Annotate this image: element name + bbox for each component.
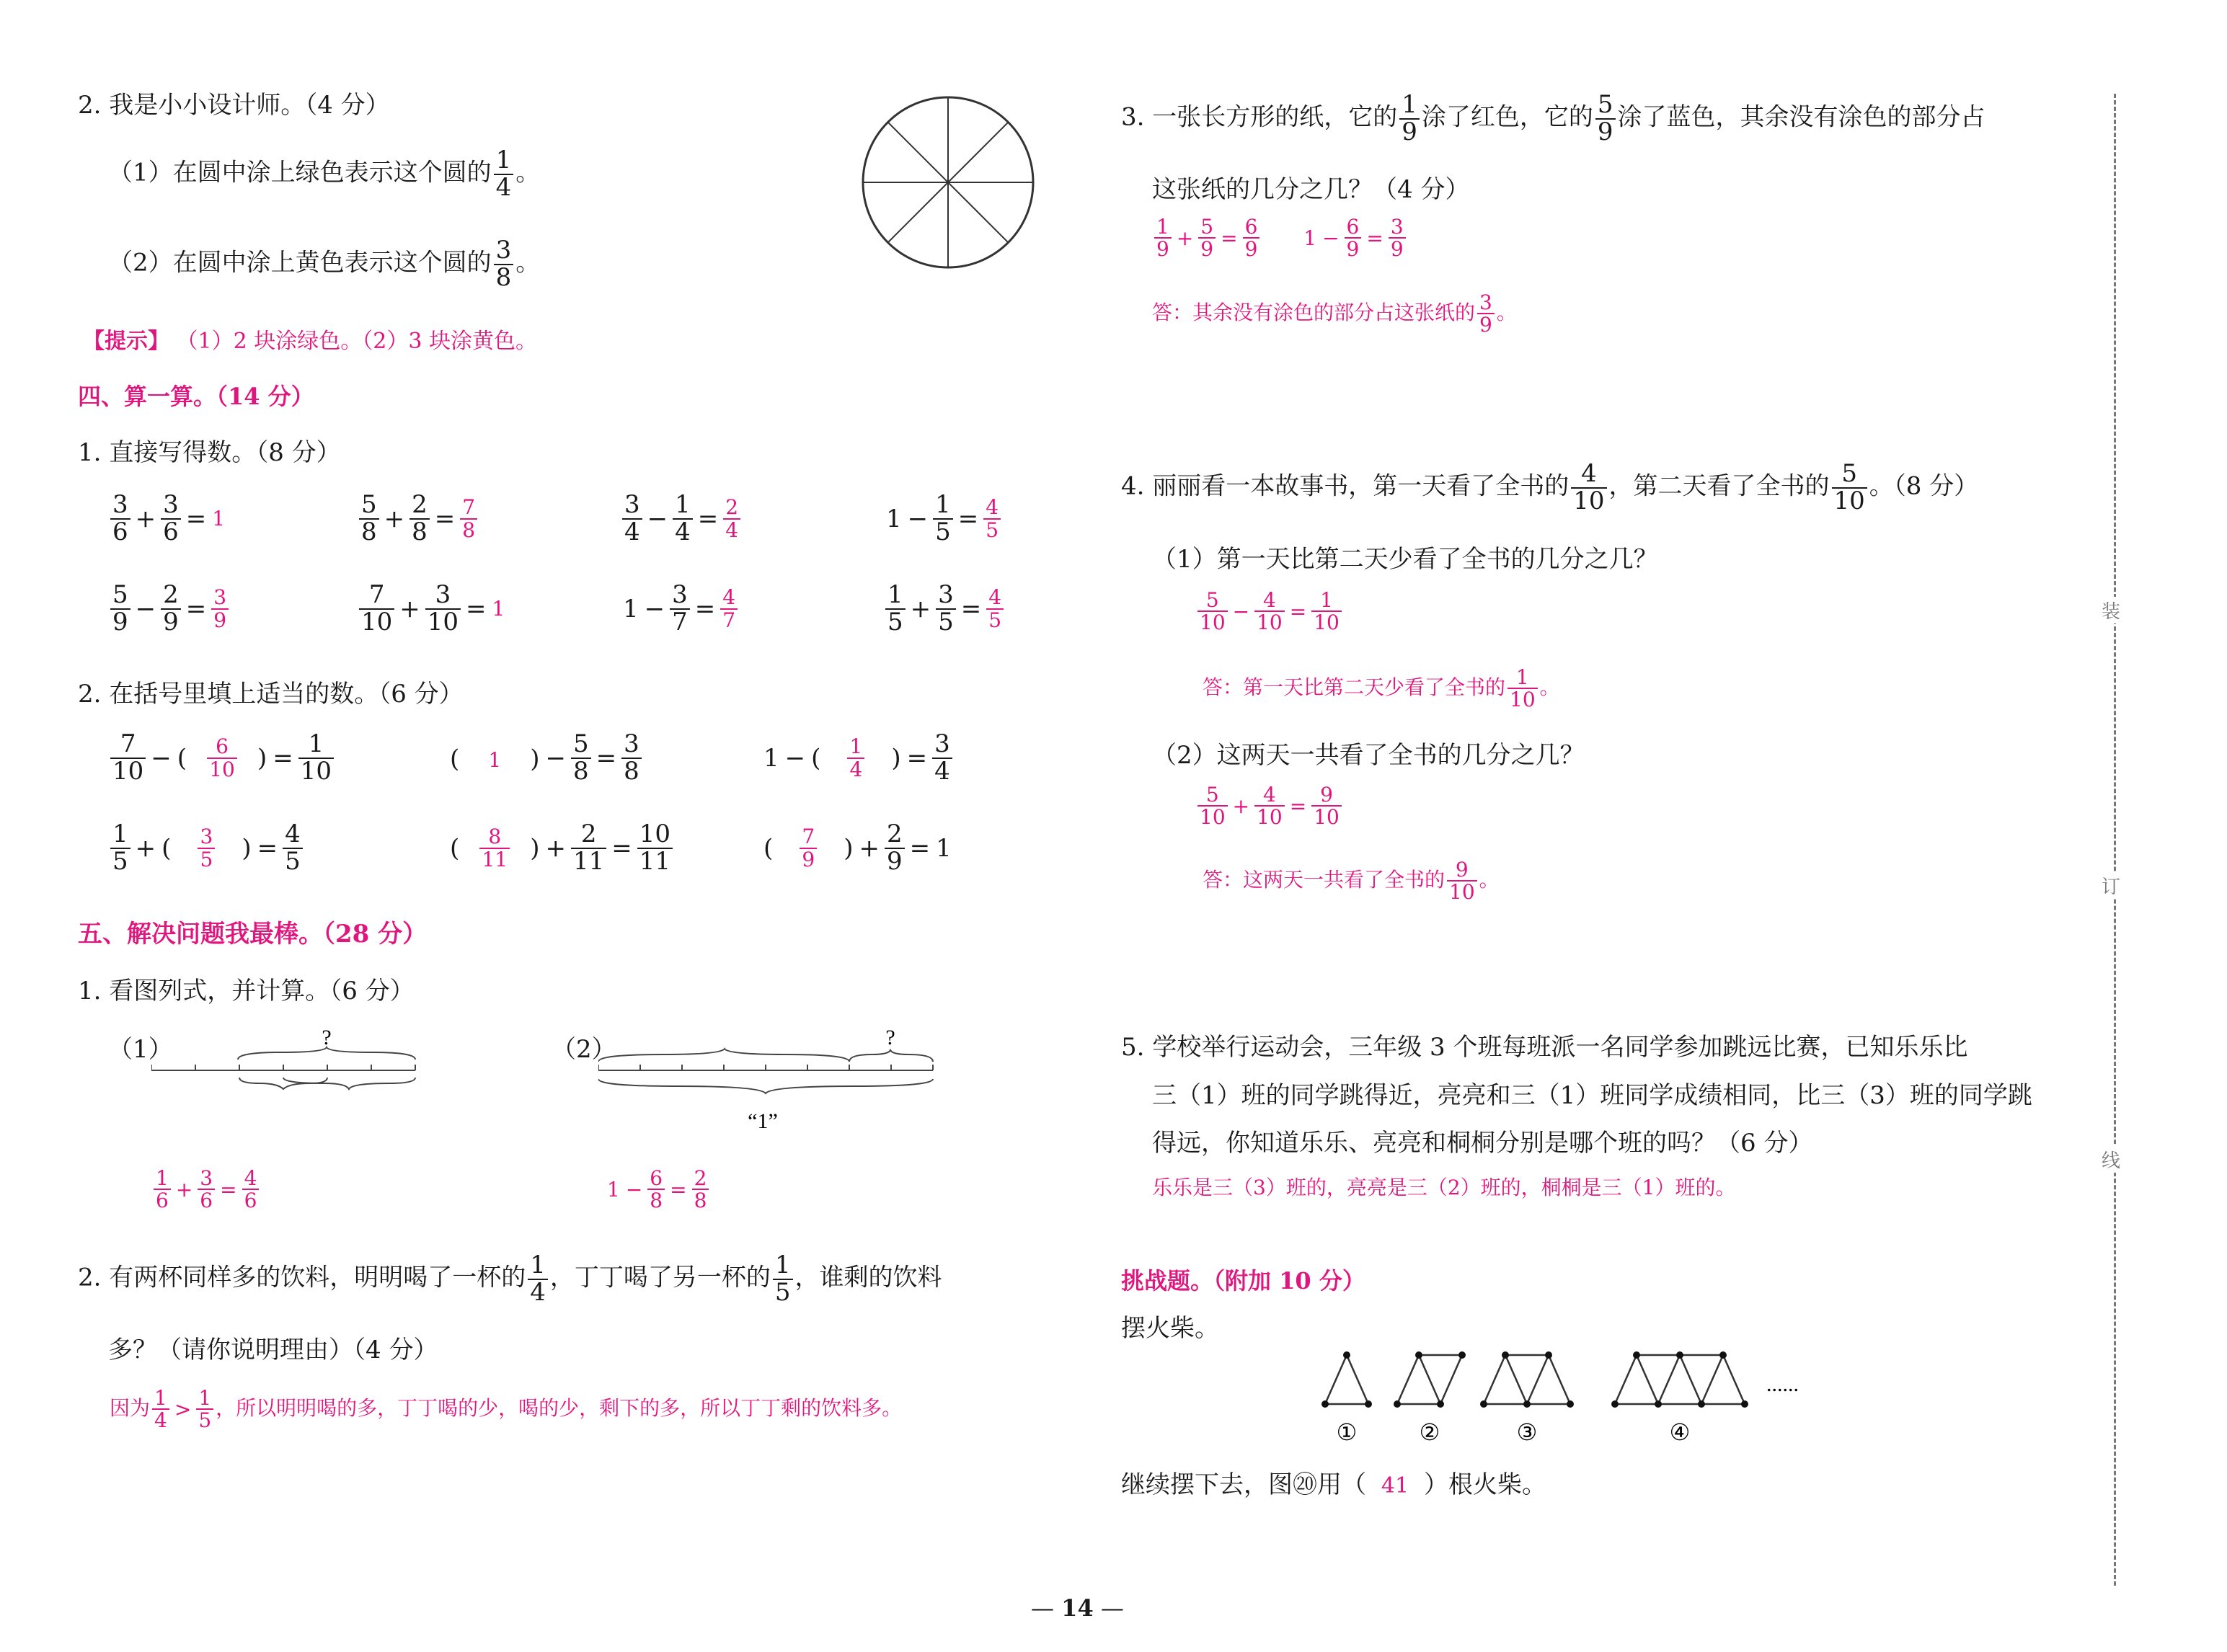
calc-item: $\frac{1}{5}$ + $\frac{3}{5}$ = $\frac{4}{5}$: [883, 582, 1006, 635]
calc-item: $\frac{3}{4}$ − $\frac{1}{4}$ = $\frac{2}{4}$: [620, 492, 743, 545]
challenge-question: 继续摆下去，图⑳用（ 41 ）根火柴。: [1121, 1470, 1546, 1499]
fill-blank[interactable]: ( $\frac{6}{10}$ ): [177, 734, 267, 781]
fraction: $\frac{1}{10}$: [298, 732, 334, 784]
calc-answer: $\frac{4}{5}$: [983, 497, 1001, 541]
fraction: $\frac{3}{5}$: [936, 582, 956, 635]
section5-title: 五、解决问题我最棒。（28 分）: [78, 920, 428, 949]
fraction: $\frac{1}{4}$: [673, 492, 693, 545]
fill-blank[interactable]: ( $\frac{7}{9}$ ): [763, 825, 854, 871]
fraction: $\frac{6}{10}$: [207, 736, 237, 780]
fraction: $\frac{3}{10}$: [425, 582, 461, 635]
calc-answer: $\frac{4}{7}$: [720, 587, 738, 631]
calc-item: $\frac{5}{9}$ − $\frac{2}{9}$ = $\frac{3}{9}$: [108, 582, 231, 635]
calc-answer: $\frac{2}{4}$: [723, 497, 740, 541]
continuation-dots: ......: [1766, 1372, 1799, 1396]
fill-blank[interactable]: ( $\frac{3}{5}$ ): [161, 825, 252, 871]
section4-title: 四、算一算。（14 分）: [78, 383, 314, 410]
sec4-sub1: 1. 直接写得数。（8 分）: [78, 438, 341, 467]
q3-line2: 这张纸的几分之几？（4 分）: [1152, 175, 1470, 204]
fraction: $\frac{3}{8}$: [621, 732, 642, 784]
fill-blank[interactable]: ( $\frac{1}{4}$ ): [811, 734, 901, 781]
diagram2-label: （2）: [552, 1035, 616, 1064]
calc-item: $\frac{5}{8}$ + $\frac{2}{8}$ = $\frac{7}{8}$: [357, 492, 479, 545]
q5-line1: 5. 学校举行运动会，三年级 3 个班每班派一名同学参加跳远比赛，已知乐乐比: [1121, 1033, 1968, 1062]
q2-hint: 【提示】 （1）2 块涂绿色。（2）3 块涂黄色。: [83, 329, 537, 354]
fig-label-3: ③: [1516, 1418, 1538, 1446]
fraction: $\frac{3}{4}$: [622, 492, 642, 545]
fraction: $\frac{2}{8}$: [409, 492, 430, 545]
q2-part2: （2）在圆中涂上黄色表示这个圆的 $\frac{3}{8}$ 。: [108, 236, 541, 292]
q2-part1: （1）在圆中涂上绿色表示这个圆的 $\frac{1}{4}$ 。: [108, 146, 541, 202]
circle-eighths-diagram[interactable]: [858, 92, 1038, 272]
fraction: $\frac{3}{5}$: [198, 826, 215, 870]
matchstick-triangles: [1319, 1348, 1838, 1449]
calc-answer: 1: [492, 597, 505, 621]
calc-answer: 1: [212, 507, 226, 531]
sec5-answer2: 1 − $\frac{6}{8}$ = $\frac{2}{8}$: [604, 1168, 711, 1212]
calc-answer: $\frac{4}{5}$: [986, 587, 1004, 631]
q4-sub1: （1）第一天比第二天少看了全书的几分之几？: [1152, 545, 1658, 574]
fill-item: ( 1 ) − $\frac{5}{8}$ = $\frac{3}{8}$: [447, 732, 644, 784]
binding-char-3: 线: [2102, 1146, 2120, 1173]
segment-diagram-1: [151, 1020, 418, 1106]
q3-equations: $\frac{1}{9}$ + $\frac{5}{9}$ = $\frac{6}{9}$ 1 − $\frac{6}{9}$ = $\frac{3}{9}$: [1152, 216, 1408, 260]
fill-item: $\frac{1}{5}$ + ( $\frac{3}{5}$ ) = $\frac{4}{5}$: [108, 822, 305, 874]
q2-title: 2. 我是小小设计师。（4 分）: [78, 91, 390, 120]
fig-label-1: ①: [1336, 1418, 1358, 1446]
q5-line2: 三（1）班的同学跳得近，亮亮和三（1）班同学成绩相同，比三（3）班的同学跳: [1152, 1081, 2032, 1110]
fraction: $\frac{7}{10}$: [359, 582, 394, 635]
fraction: $\frac{2}{11}$: [571, 822, 606, 874]
diagram1-question: ?: [322, 1026, 332, 1049]
challenge-answer: 41: [1381, 1473, 1409, 1498]
fraction: $\frac{1}{4}$: [847, 736, 864, 780]
calc-item: $\frac{3}{6}$ + $\frac{3}{6}$ = 1: [108, 492, 228, 545]
challenge-sub: 摆火柴。: [1121, 1314, 1219, 1343]
sec5-q2-answer: 因为 $\frac{1}{4}$ > $\frac{1}{5}$ ，所以明明喝的多，丁丁喝的少，喝的少，剩下的多，所以丁丁剩的饮料多。: [110, 1386, 903, 1433]
fill-item: ( $\frac{8}{11}$ ) + $\frac{2}{11}$ = $\frac{10}{11}$: [447, 822, 675, 874]
fraction: $\frac{2}{9}$: [885, 822, 905, 874]
calc-item: 1 − $\frac{1}{5}$ = $\frac{4}{5}$: [883, 492, 1003, 545]
fraction: $\frac{5}{9}$: [110, 582, 130, 635]
fraction: $\frac{1}{5}$: [933, 492, 953, 545]
binding-char-1: 装: [2102, 597, 2120, 623]
fraction: $\frac{1}{5}$: [885, 582, 906, 635]
page-number: — 14 —: [1031, 1594, 1124, 1622]
diagram1-label: （1）: [108, 1035, 173, 1064]
calc-answer: $\frac{7}{8}$: [460, 497, 477, 541]
fraction: $\frac{3}{7}$: [670, 582, 690, 635]
fill-item: ( $\frac{7}{9}$ ) + $\frac{2}{9}$ = 1: [761, 822, 955, 874]
q5-answer: 乐乐是三（3）班的，亮亮是三（2）班的，桐桐是三（1）班的。: [1152, 1176, 1736, 1199]
fraction: $\frac{8}{11}$: [479, 826, 510, 870]
fill-item: 1 − ( $\frac{1}{4}$ ) = $\frac{3}{4}$: [761, 732, 955, 784]
q5-line3: 得远，你知道乐乐、亮亮和桐桐分别是哪个班的吗？（6 分）: [1152, 1129, 1813, 1158]
q4-answer2: 答：这两天一共看了全书的 $\frac{9}{10}$ 。: [1203, 858, 1500, 905]
fig-label-2: ②: [1419, 1418, 1440, 1446]
binding-char-2: 订: [2102, 872, 2120, 899]
fraction: $\frac{10}{11}$: [637, 822, 673, 874]
sec5-sub1: 1. 看图列式，并计算。（6 分）: [78, 977, 415, 1005]
fraction: $\frac{3}{4}$: [932, 732, 952, 784]
sec5-q2-line2: 多？（请你说明理由）（4 分）: [108, 1336, 438, 1364]
fraction: $\frac{2}{9}$: [161, 582, 181, 635]
fraction: $\frac{1}{5}$: [110, 822, 130, 874]
challenge-title: 挑战题。（附加 10 分）: [1121, 1267, 1365, 1294]
segment-diagram-2: [598, 1020, 937, 1142]
calc-answer: $\frac{3}{9}$: [211, 587, 229, 631]
calc-item: $\frac{7}{10}$ + $\frac{3}{10}$ = 1: [357, 582, 508, 635]
diagram2-whole-label: “1”: [748, 1109, 778, 1133]
q4-line1: 4. 丽丽看一本故事书，第一天看了全书的 $\frac{4}{10}$ ，第二天看了全书的 $\frac{5}{10}$ 。（8 分）: [1121, 459, 1979, 515]
fraction: $\frac{7}{9}$: [800, 826, 817, 870]
fill-item: $\frac{7}{10}$ − ( $\frac{6}{10}$ ) = $\frac{1}{10}$: [108, 732, 336, 784]
fraction: $\frac{3}{6}$: [110, 492, 130, 545]
fraction: $\frac{4}{5}$: [283, 822, 303, 874]
q3-answer: 答：其余没有涂色的部分占这张纸的 $\frac{3}{9}$ 。: [1152, 290, 1517, 337]
q4-answer1: 答：第一天比第二天少看了全书的 $\frac{1}{10}$ 。: [1203, 665, 1560, 712]
binding-dashed-line: [2114, 94, 2116, 1586]
fraction: $\frac{5}{8}$: [571, 732, 591, 784]
fill-blank[interactable]: ( $\frac{8}{11}$ ): [450, 825, 540, 871]
fraction: $\frac{7}{10}$: [110, 732, 146, 784]
fraction: $\frac{5}{8}$: [359, 492, 379, 545]
q3-line1: 3. 一张长方形的纸，它的 $\frac{1}{9}$ 涂了红色，它的 $\frac{5}{9}$ 涂了蓝色，其余没有涂色的部分占: [1121, 90, 1985, 146]
fill-blank[interactable]: ( 1 ): [450, 744, 540, 773]
sec5-answer1: $\frac{1}{6}$ + $\frac{3}{6}$ = $\frac{4}{6}$: [151, 1168, 261, 1212]
sec5-q2: 2. 有两杯同样多的饮料，明明喝了一杯的 $\frac{1}{4}$ ，丁丁喝了另一杯的 $\frac{1}{5}$ ，谁剩的饮料: [78, 1251, 942, 1307]
q4-eq1: $\frac{5}{10}$ − $\frac{4}{10}$ = $\frac{1}{10}$: [1195, 590, 1344, 634]
sec4-sub2: 2. 在括号里填上适当的数。（6 分）: [78, 680, 464, 709]
fraction: $\frac{3}{6}$: [161, 492, 181, 545]
q4-eq2: $\frac{5}{10}$ + $\frac{4}{10}$ = $\frac{9}{10}$: [1195, 784, 1344, 828]
calc-item: 1 − $\frac{3}{7}$ = $\frac{4}{7}$: [620, 582, 740, 635]
diagram2-question: ?: [885, 1026, 895, 1049]
q4-sub2: （2）这两天一共看了全书的几分之几？: [1152, 741, 1585, 770]
fig-label-4: ④: [1669, 1418, 1691, 1446]
